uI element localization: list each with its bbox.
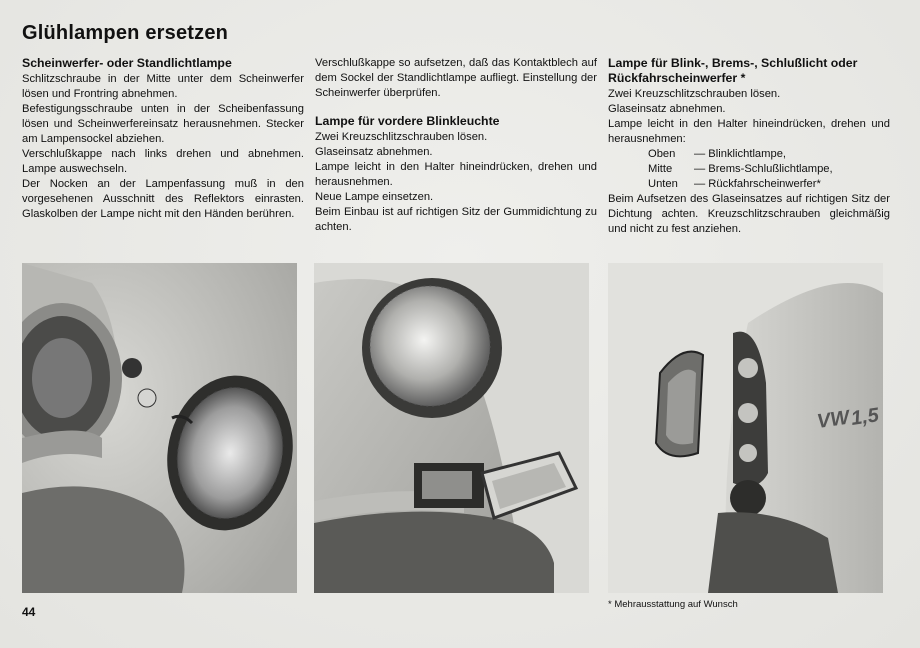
- page-number: 44: [22, 605, 36, 619]
- lamp-position-row: [648, 147, 890, 162]
- lamp-position-label: Unten: [648, 178, 678, 190]
- paragraph: Verschlußkappe so aufsetzen, daß das Kontaktblech auf dem Sockel der Standlichtlampe aufliegt. Einstellung der Scheinwerfer überprüfen.: [315, 57, 597, 99]
- paragraph: Neue Lampe einsetzen.: [315, 191, 434, 203]
- paragraph: Lampe leicht in den Halter hineindrücken, drehen und herausnehmen.: [315, 161, 597, 188]
- paragraph: Der Nocken an der Lampenfassung muß in den vorgesehenen Ausschnitt des Reflektors einrasten. Glaskolben der Lampe nicht mit den Händen berühren.: [22, 178, 304, 220]
- photo-headlight-removal: [22, 263, 297, 593]
- paragraph: Schlitzschraube in der Mitte unter dem Scheinwerfer lösen und Frontring abnehmen.: [22, 73, 304, 100]
- paragraph: Glaseinsatz abnehmen.: [315, 146, 433, 158]
- paragraph: Beim Einbau ist auf richtigen Sitz der Gummidichtung zu achten.: [315, 206, 597, 233]
- photo-front-indicator: [314, 263, 589, 593]
- column-rear-lights: [608, 56, 890, 237]
- paragraph: Lampe leicht in den Halter hineindrücken, drehen und herausnehmen:: [608, 118, 890, 145]
- section-heading-front-indicator: Lampe für vordere Blinkleuchte: [315, 114, 500, 128]
- paragraph: Zwei Kreuzschlitzschrauben lösen.: [315, 131, 488, 143]
- svg-text:VW: VW: [815, 406, 851, 433]
- column-headlight: [22, 56, 304, 222]
- paragraph: Glaseinsatz abnehmen.: [608, 103, 726, 115]
- photo-badge-text: 1,5: [849, 404, 881, 430]
- section-heading-headlight: Scheinwerfer- oder Standlichtlampe: [22, 56, 232, 70]
- paragraph: Befestigungsschraube unten in der Scheibenfassung lösen und Scheinwerfereinsatz herausnehmen. Stecker am Lampensockel abziehen.: [22, 103, 304, 145]
- lamp-position-label: Mitte: [648, 163, 673, 175]
- lamp-position-row: [648, 162, 890, 177]
- lamp-position-label: Oben: [648, 148, 676, 160]
- page-title: Glühlampen ersetzen: [22, 22, 229, 44]
- section-heading-rear-lights: Lampe für Blink-, Brems-, Schlußlicht oder Rückfahrscheinwerfer *: [608, 56, 858, 85]
- footnote: * Mehrausstattung auf Wunsch: [608, 599, 738, 610]
- lamp-position-value: — Brems-Schlußlichtlampe,: [694, 163, 833, 175]
- paragraph: Verschlußkappe nach links drehen und abnehmen. Lampe auswechseln.: [22, 148, 304, 175]
- photo-rear-lights: [608, 263, 883, 593]
- lamp-position-value: — Blinklichtlampe,: [694, 148, 787, 160]
- paragraph: Zwei Kreuzschlitzschrauben lösen.: [608, 88, 781, 100]
- lamp-position-row: [648, 177, 890, 192]
- column-front-indicator: [315, 56, 597, 235]
- lamp-position-value: — Rückfahrscheinwerfer*: [694, 178, 821, 190]
- paragraph: Beim Aufsetzen des Glaseinsatzes auf richtigen Sitz der Dichtung achten. Kreuzschlitzschrauben gleichmäßig und nicht zu fest anziehen.: [608, 193, 890, 235]
